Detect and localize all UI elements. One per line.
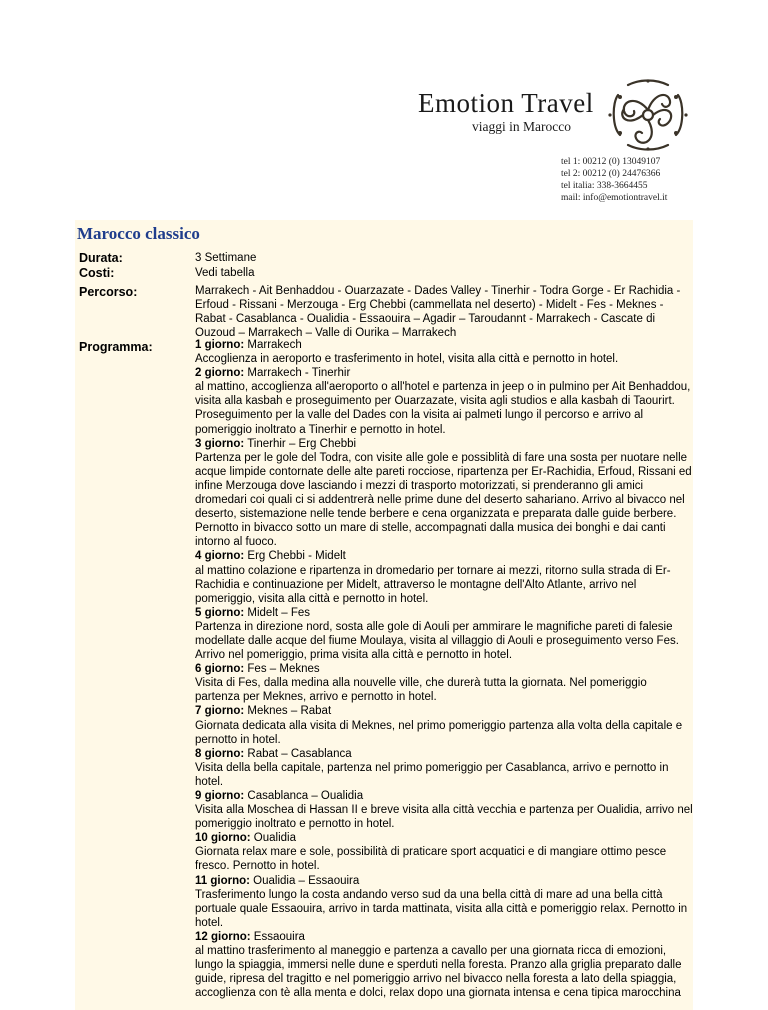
- program-day: [195, 747, 693, 789]
- day-route: Casablanca – Oualidia: [247, 790, 364, 802]
- day-number: 1 giorno:: [195, 339, 245, 351]
- day-number: 3 giorno:: [195, 437, 245, 450]
- day-route: Meknes – Rabat: [247, 705, 332, 718]
- day-route: Erg Chebbi - Midelt: [247, 550, 346, 563]
- day-number: 5 giorno:: [195, 606, 245, 619]
- costi-value: Vedi tabella: [195, 267, 255, 279]
- day-number: 8 giorno:: [195, 747, 245, 760]
- day-route: Oualidia – Essaouira: [253, 874, 360, 887]
- day-route: Midelt – Fes: [247, 606, 311, 619]
- day-number: 10 giorno:: [195, 832, 251, 845]
- day-description: Visita della bella capitale, partenza nel primo pomeriggio per Casablanca, arrivo e pernotto in hotel.: [195, 761, 669, 788]
- program-day: [195, 366, 693, 436]
- day-description: al mattino trasferimento al maneggio e partenza a cavallo per una giornata ricca di emozioni, lungo la spiaggia, immersi nelle dune e sperduti nella foresta. Pranzo alla griglia preparato dalle guide, ripresa del tragitto e nel pomeriggio arrivo nel bivacco nella foresta a lato della spiaggia, accoglienza con tè alla menta e dolci, relax dopo una giornata intensa e cena tipica marocchina: [195, 945, 682, 1000]
- day-description: Partenza per le gole del Todra, con visite alle gole e possiblità di fare una sosta per nuotare nelle acque limpide contornate delle alte pareti rocciose, ripartenza per Er-Rachidia, Erfoud, Rissani ed infine Merzouga dove lasciando i mezzi di trasporto motorizzati, si prenderanno gli amici dromedari coi quali ci si addentrerà nelle prime dune del deserto sahariano. Arrivo al bivacco nel deserto, sistemazione nelle tende berbere e cena organizzata e preparata dalle guide berbere. Pernotto in bivacco sotto un mare di stelle, accompagnati dalla musica dei bonghi e dai canti intorno al fuoco.: [195, 451, 692, 549]
- durata-value: 3 Settimane: [195, 252, 257, 264]
- day-number: 12 giorno:: [195, 930, 251, 943]
- day-description: Accoglienza in aeroporto e trasferimento in hotel, visita alla città e pernotto in hotel.: [195, 353, 619, 366]
- program-day: [195, 930, 693, 1000]
- program-day: [195, 704, 693, 746]
- day-route: Marrakech: [247, 339, 302, 351]
- day-route: Essaouira: [253, 930, 305, 943]
- contact-email: mail: info@emotiontravel.it: [561, 193, 668, 203]
- program-day: [195, 789, 693, 831]
- day-number: 7 giorno:: [195, 705, 245, 718]
- durata-label: Durata:: [79, 251, 123, 265]
- program-day: [195, 338, 693, 366]
- program-day: [195, 831, 693, 873]
- day-number: 2 giorno:: [195, 367, 245, 380]
- contact-phone-1: tel 1: 00212 (0) 13049107: [561, 157, 661, 167]
- day-number: 6 giorno:: [195, 663, 245, 676]
- day-description: al mattino, accoglienza all'aeroporto o all'hotel e partenza in jeep o in pulmino per Ait Benhaddou, visita alla kasbah e proseguimento per Ouarzazate, visita agli studios e alla kasbah di Taourirt. Proseguimento per la valle del Dades con la visita ai palmeti lungo il percorso e arrivo al pomeriggio inoltrato a Tinerhir e pernotto in hotel.: [195, 381, 691, 436]
- day-number: 4 giorno:: [195, 550, 245, 563]
- percorso-value: Marrakech - Ait Benhaddou - Ouarzazate - Dades Valley - Tinerhir - Todra Gorge - Er Rachidia - Erfoud - Rissani - Merzouga - Erg Chebbi (cammellata nel deserto) - Midelt - Fes - Meknes - Rabat - Casablanca - Oualidia - Essaouira – Agadir – Taroudannt - Marrakech - Cascate di Ouzoud – Marrakech – Valle di Ourika – Marrakech: [195, 285, 681, 339]
- tour-title: Marocco classico: [77, 224, 200, 243]
- program-day: [195, 874, 693, 930]
- contact-phone-2: tel 2: 00212 (0) 24476366: [561, 169, 661, 179]
- day-description: Visita di Fes, dalla medina alla nouvelle ville, che durerà tutta la giornata. Nel pomeriggio partenza per Meknes, arrivo e pernotto in hotel.: [195, 677, 647, 704]
- day-route: Marrakech - Tinerhir: [247, 367, 351, 380]
- costi-label: Costi:: [79, 266, 115, 280]
- day-route: Fes – Meknes: [247, 663, 320, 676]
- day-route: Rabat – Casablanca: [247, 747, 352, 760]
- brand-subtitle: viaggi in Marocco: [472, 119, 571, 134]
- day-route: Oualidia: [253, 832, 296, 845]
- tour-panel: [75, 220, 693, 1010]
- logo-spiral-icon: [598, 75, 698, 155]
- program-list: [195, 338, 693, 1000]
- day-description: Trasferimento lungo la costa andando verso sud da una bella città di mare ad una bella città portuale quale Essaouira, arrivo in tarda mattinata, visita alla città e pomeriggio relax. Pernotto in hotel.: [195, 888, 688, 929]
- programma-label: Programma:: [79, 340, 153, 354]
- program-day: [195, 606, 693, 662]
- day-number: 11 giorno:: [195, 874, 250, 887]
- day-description: Partenza in direzione nord, sosta alle gole di Aouli per ammirare le magnifiche pareti di falesie modellate dalle acque del fiume Moulaya, visita al villaggio di Aouli e proseguimento verso Fes. Arrivo nel pomeriggio, prima visita alla città e pernotto in hotel.: [195, 620, 679, 662]
- brand-title: Emotion Travel: [418, 88, 594, 118]
- header: [0, 0, 768, 215]
- day-description: Giornata dedicata alla visita di Meknes, nel primo pomeriggio partenza alla volta della capitale e pernotto in hotel.: [195, 719, 683, 746]
- day-description: al mattino colazione e ripartenza in dromedario per tornare ai mezzi, ritorno sulla strada di Er-Rachidia e continuazione per Midelt, attraverso le montagne dell'Alto Atlante, arrivo nel pomeriggio, visita alla città e pernotto in hotel.: [195, 564, 671, 605]
- program-day: [195, 662, 693, 704]
- day-number: 9 giorno:: [195, 790, 245, 802]
- contact-info: [561, 156, 667, 204]
- day-description: Giornata relax mare e sole, possibilità di praticare sport acquatici e di mangiare ottimo pesce fresco. Pernotto in hotel.: [195, 846, 667, 873]
- program-day: [195, 437, 693, 550]
- day-description: Visita alla Moschea di Hassan II e breve visita alla città vecchia e partenza per Oualidia, arrivo nel pomeriggio inoltrato e pernotto in hotel.: [195, 804, 693, 831]
- contact-phone-italia: tel italia: 338-3664455: [561, 181, 648, 191]
- day-route: Tinerhir – Erg Chebbi: [247, 437, 357, 450]
- program-day: [195, 549, 693, 605]
- percorso-label: Percorso:: [79, 285, 138, 299]
